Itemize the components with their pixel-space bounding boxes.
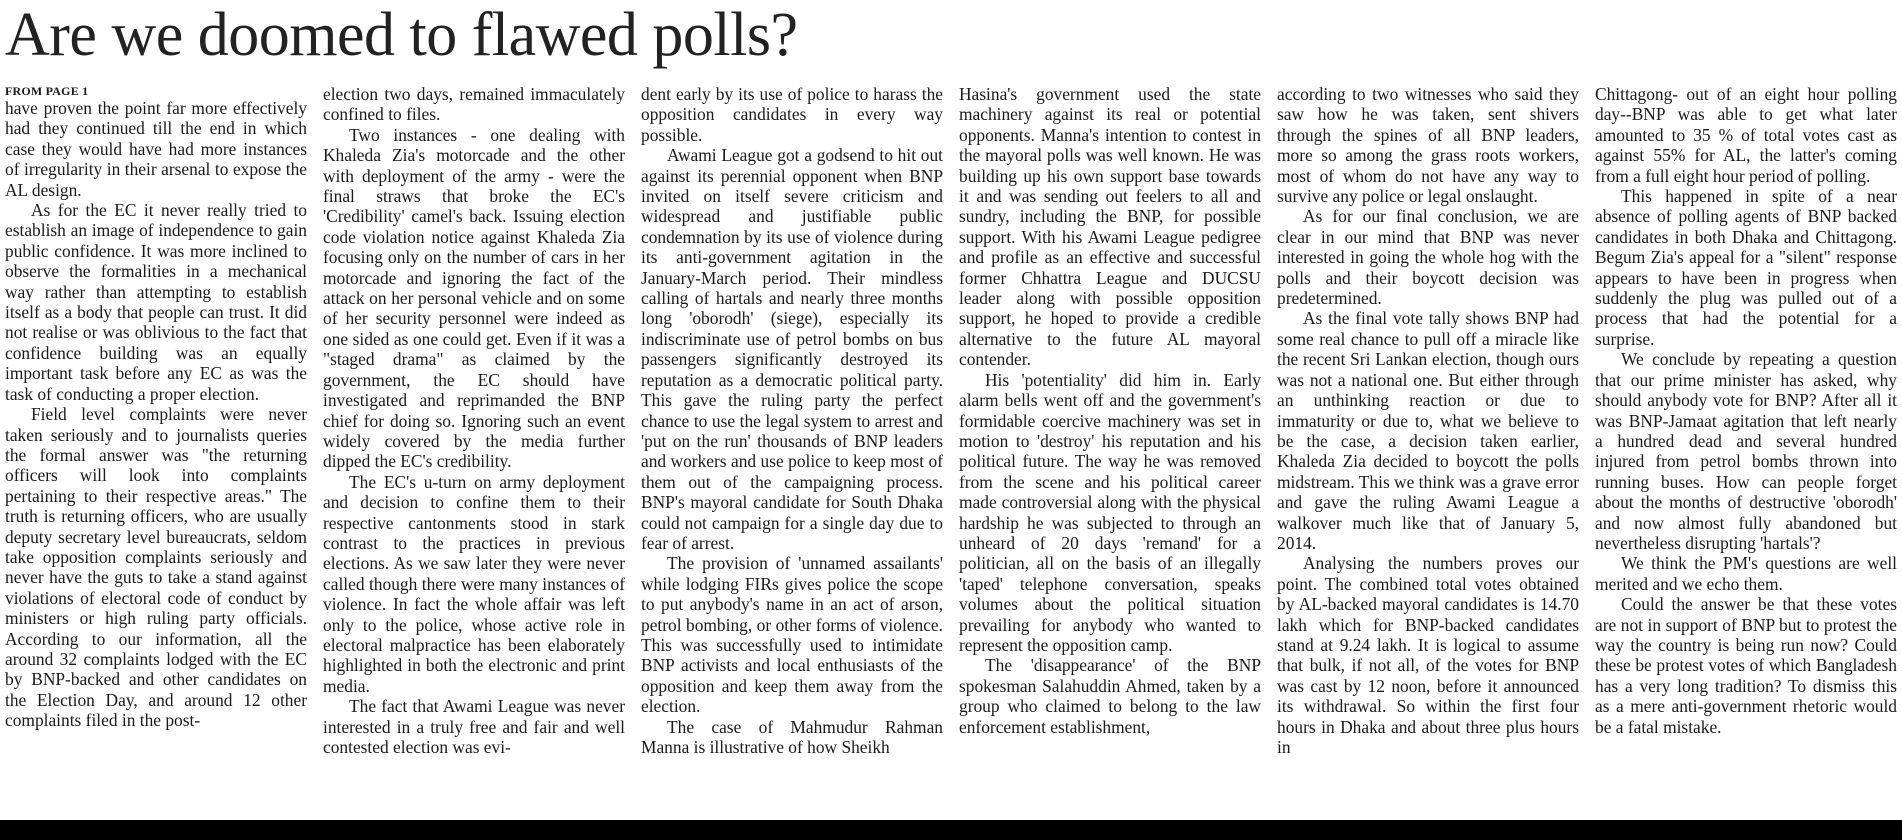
paragraph: As the final vote tally shows BNP had some real chance to pull off a miracle like the recent Sri Lankan election, though ours was not a national one. But either through an unthinking reaction or due to immaturity or due to, what we believe to be the case, a decision taken earlier, Khaleda Zia decided to boycott the polls midstream. This we think was a grave error and gave the ruling Awami League a walkover much like that of January 5, 2014. [1277, 308, 1579, 553]
paragraph: The 'disappearance' of the BNP spokesman Salahuddin Ahmed, taken by a group who claimed to belong to the law enforcement establishment, [959, 655, 1261, 737]
paragraph: The case of Mahmudur Rahman Manna is illustrative of how Sheikh [641, 716, 943, 757]
column-5 [1277, 84, 1579, 818]
column-1 [5, 84, 307, 818]
paragraph: dent early by its use of police to harass the opposition candidates in every way possible. [641, 84, 943, 145]
paragraph: We conclude by repeating a question that our prime minister has asked, why should anybody vote for BNP? After all it was BNP-Jamaat agitation that left nearly a hundred dead and several hundred injured from petrol bombs thrown into running buses. How can people forget about the months of destructive 'oborodh' and now almost fully abandoned but nevertheless disrupting 'hartals'? [1595, 349, 1897, 553]
paragraph: according to two witnesses who said they saw how he was taken, sent shivers through the spines of all BNP leaders, more so among the grass roots workers, most of whom do not have any way to survive any police or legal onslaught. [1277, 84, 1579, 207]
continuation-kicker: FROM PAGE 1 [5, 84, 89, 98]
paragraph: Hasina's government used the state machinery against its real or potential opponents. Manna's intention to contest in the mayoral polls was well known. He was building up his own support base towards it and was sending out feelers to all and sundry, including the BNP, for possible support. With his Awami League pedigree and profile as an effective and successful former Chhattra League and DUCSU leader along with possible opposition support, he hoped to provide a credible alternative to the future AL mayoral contender. [959, 84, 1261, 370]
paragraph: Two instances - one dealing with Khaleda Zia's motorcade and the other with deployment of the army - were the final straws that broke the EC's 'Credibility' camel's back. Issuing election code violation notice against Khaleda Zia focusing only on the number of cars in her motorcade and ignoring the fact of the attack on her personal vehicle and on some of her security personnel were indeed as one sided as one could get. Even if it was a "staged drama" as claimed by the government, the EC should have investigated and reprimanded the BNP chief for doing so. Ignoring such an event widely covered by the media further dipped the EC's credibility. [323, 124, 625, 472]
paragraph: As for the EC it never really tried to establish an image of independence to gain public confidence. It was more inclined to observe the formalities in a mechanical way rather than attempting to establish itself as a body that people can trust. It did not realise or was oblivious to the fact that confidence building was an equally important task before any EC as was the task of conducting a proper election. [5, 200, 307, 404]
paragraph: The provision of 'unnamed assailants' while lodging FIRs gives police the scope to put anybody's name in an act of arson, petrol bombing, or other forms of violence. This was successfully used to intimidate BNP activists and local enthusiasts of the opposition and keep them away from the election. [641, 553, 943, 717]
paragraph: As for our final conclusion, we are clear in our mind that BNP was never interested in going the whole hog with the polls and their boycott decision was predetermined. [1277, 206, 1579, 309]
paragraph: This happened in spite of a near absence of polling agents of BNP backed candidates in both Dhaka and Chittagong. Begum Zia's appeal for a "silent" response appears to have been in progress when suddenly the plug was pulled out of a process that had the potential for a surprise. [1595, 186, 1897, 349]
paragraph: We think the PM's questions are well merited and we echo them. [1595, 553, 1897, 594]
column-6 [1595, 84, 1897, 818]
paragraph: election two days, remained immaculately confined to files. [323, 84, 625, 125]
paragraph: have proven the point far more effectively had they continued till the end in which case they would have had more instances of irregularity in their arsenal to expose the AL design. [5, 98, 307, 200]
column-2 [323, 84, 625, 818]
column-3 [641, 84, 943, 818]
paragraph: Chittagong- out of an eight hour polling day--BNP was able to get what later amounted to 35 % of total votes cast as against 55% for AL, the latter's coming from a full eight hour period of polling. [1595, 84, 1897, 186]
column-4 [959, 84, 1261, 818]
paragraph: Could the answer be that these votes are not in support of BNP but to protest the way the country is being run now? Could these be protest votes of which Bangladesh has a very long tradition? To dismiss this as a mere anti-government rhetoric would be a fatal mistake. [1595, 594, 1897, 737]
article-body [5, 84, 1895, 818]
paragraph: The fact that Awami League was never interested in a truly free and fair and well contested election was evi- [323, 696, 625, 757]
article-headline: Are we doomed to flawed polls? [5, 1, 798, 69]
paragraph: His 'potentiality' did him in. Early alarm bells went off and the government's formidable coercive machinery was set in motion to 'destroy' his reputation and his political future. The way he was removed from the scene and his political career made controversial along with the physical hardship he was subjected to through an unheard of 20 days 'remand' for a politician, all on the basis of an illegally 'taped' telephone conversation, speaks volumes about the political situation prevailing for anybody who wanted to represent the opposition camp. [959, 369, 1261, 655]
paragraph: Awami League got a godsend to hit out against its perennial opponent when BNP invited on itself severe criticism and widespread and justifiable public condemnation by its use of violence during its anti-government agitation in the January-March period. Their mindless calling of hartals and nearly three months long 'oborodh' (siege), especially its indiscriminate use of petrol bombs on bus passengers significantly destroyed its reputation as a democratic political party. This gave the ruling party the perfect chance to use the legal system to arrest and 'put on the run' thousands of BNP leaders and workers and use police to keep most of them out of the campaigning process. BNP's mayoral candidate for South Dhaka could not campaign for a single day due to fear of arrest. [641, 145, 943, 553]
paragraph: Field level complaints were never taken seriously and to journalists queries the formal answer was "the returning officers will look into complaints pertaining to their respective areas." The truth is returning officers, who are usually deputy secretary level bureaucrats, seldom take opposition complaints seriously and never have the guts to take a stand against violations of electoral code of conduct by ministers or high ruling party officials. According to our information, all the around 32 complaints lodged with the EC by BNP-backed and other candidates on the Election Day, and around 12 other complaints filed in the post- [5, 404, 307, 731]
paragraph: Analysing the numbers proves our point. The combined total votes obtained by AL-backed mayoral candidates is 14.70 lakh which for BNP-backed candidates stand at 9.24 lakh. It is logical to assume that bulk, if not all, of the votes for BNP was cast by 12 noon, before it announced its withdrawal. So within the first four hours in Dhaka and about three plus hours in [1277, 553, 1579, 757]
paragraph: The EC's u-turn on army deployment and decision to confine them to their respective cantonments stood in stark contrast to the practices in previous elections. As we saw later they were never called though there were many instances of violence. In fact the whole affair was left only to the police, whose active role in electoral malpractice has been elaborately highlighted in both the electronic and print media. [323, 471, 625, 696]
